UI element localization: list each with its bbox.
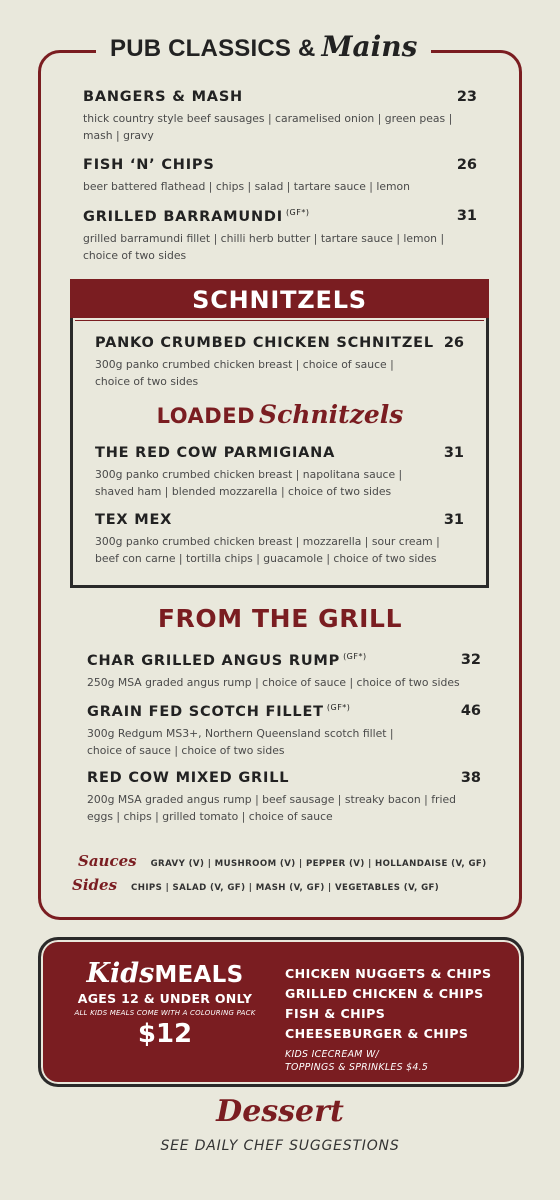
menu-item <box>95 335 464 390</box>
menu-item <box>83 208 477 264</box>
from-the-grill-heading: FROM THE GRILL <box>157 604 403 633</box>
gf-tag: (GF*) <box>285 208 310 217</box>
sides-row <box>72 876 439 894</box>
menu-item <box>83 157 477 195</box>
item-name: GRAIN FED SCOTCH FILLET $^{(GF*)}$ <box>87 703 351 720</box>
kids-title-bold: MEALS <box>154 962 244 988</box>
menu-item <box>87 770 481 825</box>
kids-meals-title <box>53 958 277 989</box>
kids-price: $12 <box>137 1019 193 1049</box>
gf-tag: (GF*) <box>343 652 367 661</box>
menu-item <box>83 89 477 144</box>
kids-meals-header <box>53 958 277 1049</box>
loaded-script: Schnitzels <box>259 400 404 429</box>
kids-item: GRILLED CHICKEN & CHIPS <box>285 986 484 1001</box>
dessert-heading: Dessert <box>216 1094 344 1129</box>
kids-item: CHEESEBURGER & CHIPS <box>285 1026 469 1041</box>
item-price: 26 <box>456 157 477 173</box>
sauces-label: Sauces <box>78 852 137 870</box>
item-price: 38 <box>460 770 481 786</box>
pub-classics-title <box>96 30 431 74</box>
item-name: PANKO CRUMBED CHICKEN SCHNITZEL <box>95 335 434 351</box>
item-name: CHAR GRILLED ANGUS RUMP $^{(GF*)}$ <box>87 652 367 669</box>
item-name: BANGERS & MASH <box>83 89 243 105</box>
item-description: 250g MSA graded angus rump | choice of sauce | choice of two sides <box>87 676 460 689</box>
pub-classics-title-bold: PUB CLASSICS & <box>110 35 316 62</box>
item-price: 31 <box>443 512 464 528</box>
kids-item: FISH & CHIPS <box>285 1006 386 1021</box>
gf-tag: (GF*) <box>326 703 351 712</box>
kids-icecream-line1: KIDS ICECREAM W/ <box>285 1049 379 1060</box>
kids-meals-panel <box>38 937 524 1087</box>
loaded-schnitzels-heading <box>0 400 560 429</box>
sides-label: Sides <box>72 876 118 894</box>
kids-icecream-note <box>285 1048 521 1074</box>
item-price: 46 <box>460 703 481 719</box>
item-description: beer battered flathead | chips | salad | tartare sauce | lemon <box>83 180 410 193</box>
kids-title-script: Kids <box>86 958 155 989</box>
item-description: 300g panko crumbed chicken breast | choice of sauce | choice of two sides <box>95 358 394 388</box>
item-description: thick country style beef sausages | caramelised onion | green peas | mash | gravy <box>83 112 453 142</box>
item-description: 200g MSA graded angus rump | beef sausage | streaky bacon | fried eggs | chips | grilled tomato | choice of sauce <box>87 793 456 823</box>
kids-colouring-pack-note: ALL KIDS MEALS COME WITH A COLOURING PACK <box>74 1009 256 1017</box>
pub-classics-title-script: Mains <box>321 30 418 63</box>
menu-item <box>87 652 481 691</box>
sauces-row <box>78 852 487 870</box>
item-name: GRILLED BARRAMUNDI $^{(GF*)}$ <box>83 208 310 225</box>
item-description: grilled barramundi fillet | chilli herb butter | tartare sauce | lemon | choice of two sides <box>83 232 445 262</box>
menu-item <box>87 703 481 759</box>
dessert-subtitle: SEE DAILY CHEF SUGGESTIONS <box>160 1138 400 1154</box>
kids-meals-list <box>285 964 521 1074</box>
menu-item <box>95 445 464 500</box>
item-description: 300g panko crumbed chicken breast | mozzarella | sour cream | beef con carne | tortilla chips | guacamole | choice of two sides <box>95 535 440 565</box>
item-price: 26 <box>443 335 464 351</box>
item-name: FISH ‘N’ CHIPS <box>83 157 215 173</box>
item-price: 23 <box>456 89 477 105</box>
item-price: 32 <box>460 652 481 668</box>
item-description: 300g Redgum MS3+, Northern Queensland scotch fillet | choice of sauce | choice of two sides <box>87 727 394 757</box>
schnitzels-heading: SCHNITZELS <box>70 279 489 321</box>
item-name: THE RED COW PARMIGIANA <box>95 445 336 461</box>
loaded-bold: LOADED <box>156 404 256 428</box>
item-price: 31 <box>443 445 464 461</box>
sauces-list: GRAVY (V) | MUSHROOM (V) | PEPPER (V) | HOLLANDAISE (V, GF) <box>150 859 487 869</box>
item-name: RED COW MIXED GRILL <box>87 770 290 786</box>
item-price: 31 <box>456 208 477 224</box>
item-name: TEX MEX <box>95 512 173 528</box>
sides-list: CHIPS | SALAD (V, GF) | MASH (V, GF) | VEGETABLES (V, GF) <box>131 883 440 893</box>
kids-age-limit: AGES 12 & UNDER ONLY <box>77 991 253 1006</box>
kids-icecream-line2: TOPPINGS & SPRINKLES $4.5 <box>285 1062 429 1073</box>
kids-item: CHICKEN NUGGETS & CHIPS <box>285 966 492 981</box>
menu-item <box>95 512 464 567</box>
item-description: 300g panko crumbed chicken breast | napolitana sauce | shaved ham | blended mozzarella | choice of two sides <box>95 468 403 498</box>
